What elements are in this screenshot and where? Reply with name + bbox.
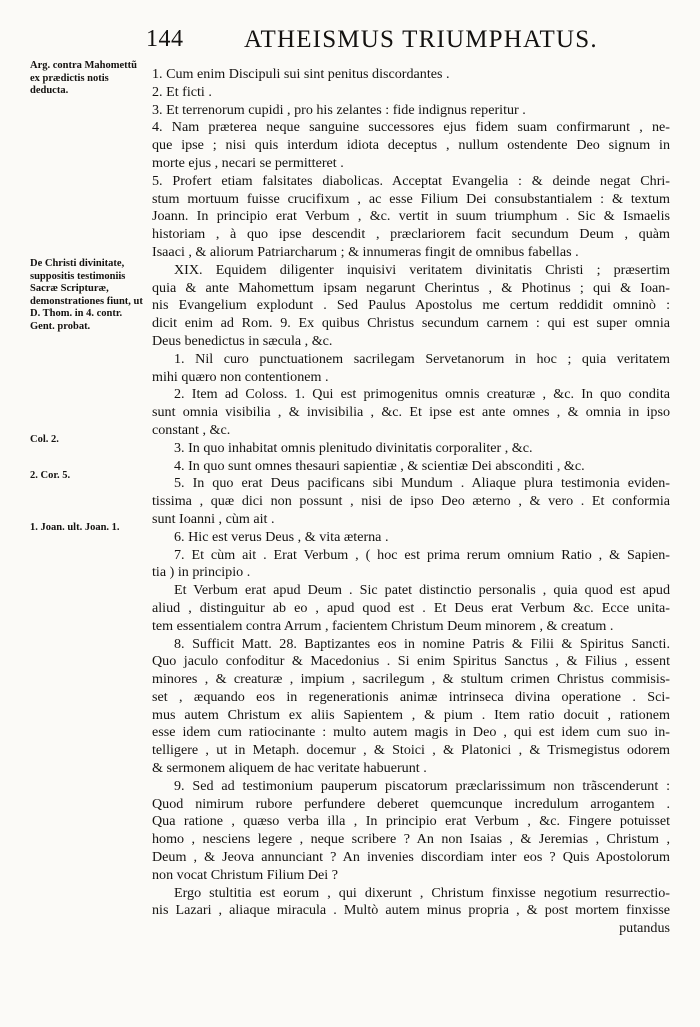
text-line: Ergo stultitia est eorum , qui dixerunt , Christum finxisse negotium resurrectio- xyxy=(174,884,670,901)
text-line: 2. Et ficti . xyxy=(152,83,212,100)
text-line: putandus xyxy=(619,920,670,937)
text-line: 1. Cum enim Discipuli sui sint penitus discordantes . xyxy=(152,66,450,82)
text-line: morte ejus , necari se permitteret . xyxy=(152,154,344,171)
text-line: dicit enim ad Rom. 9. Ex quibus Christus secundum carnem : qui est super omnia xyxy=(152,315,670,332)
text-line: non vocat Christum Filium Dei ? xyxy=(152,866,338,883)
text-line: sunt omnia visibilia , & invisibilia , &c. Et ipse est ante omnes , & omnia in ipso xyxy=(152,404,670,421)
text-line: Quo jaculo confoditur & Macedonius . Si enim Spiritus Sanctus , & Filius , essent xyxy=(152,653,670,670)
margin-note: De Christi divinitate, suppositis testimoniis Sacræ Scripturæ, demonstrationes fiunt, ut D. Thom. in 4. contr. Gent. probat. xyxy=(30,258,143,332)
text-line: constant , &c. xyxy=(152,421,231,438)
main-text xyxy=(152,66,670,938)
text-line: que ipse ; nisi quis interdum idiota deceptus , nullum ostendente Deo signum in xyxy=(152,137,670,154)
text-line: 4. Nam præterea neque sanguine successores ejus fidem suam confirmarunt , ne- xyxy=(152,119,670,136)
margin-note: 2. Cor. 5. xyxy=(30,470,71,481)
text-line: Qua ratione , quæso verba illa , In principio erat Verbum , &c. Fingere potuisset xyxy=(152,813,670,830)
text-line: 1. Nil curo punctuationem sacrilegam Servetanorum in hoc ; quia veritatem xyxy=(174,350,670,367)
text-line: 2. Item ad Coloss. 1. Qui est primogenitus omnis creaturæ , &c. In quo condita xyxy=(174,386,670,403)
running-title: ATHEISMUS TRIUMPHATUS. xyxy=(244,26,598,53)
text-line: 5. In quo erat Deus pacificans sibi Mundum . Aliaque plura testimonia eviden- xyxy=(174,475,670,492)
text-line: Quod nimirum rubore perfundere deberet quemcunque incredulum arrogantem . xyxy=(152,795,670,812)
text-line: mus autem Christum ex aliis Sapientem , & pium . Item ratio docuit , rationem xyxy=(152,706,670,723)
text-line: set , æquando eos in regenerationis animæ intrinseca divina operatione . Sci- xyxy=(152,688,670,705)
page-number: 144 xyxy=(146,26,184,52)
text-line: 4. In quo sunt omnes thesauri sapientiæ , & scientiæ Dei absconditi , &c. xyxy=(174,457,585,474)
text-line: telligere , ut in Metaph. docemur , & Stoici , & Platonici , & Trismegistus odorem xyxy=(152,742,670,759)
text-line: tia ) in principio . xyxy=(152,564,251,581)
margin-note: Arg. contra Mahomettũ ex prædictis notis deducta. xyxy=(30,60,138,96)
text-line: mihi quæro non contentionem . xyxy=(152,368,329,385)
text-line: Et Verbum erat apud Deum . Sic patet distinctio personalis , quia quod est apud xyxy=(174,582,670,599)
text-line: quia & ante Mahomettum ipsam negarunt Cherintus , & Photinus ; qui & Ioan- xyxy=(152,279,670,296)
text-line: 9. Sed ad testimonium pauperum piscatorum præclarissimum non trãscenderunt : xyxy=(174,777,670,794)
text-line: esse idem cum ratiocinante : multo autem magis in Deo , qui est idem cum suo in- xyxy=(152,724,670,741)
text-line: historiam , à quo ipse descendit , præclariorem facit secundum Deum , quàm xyxy=(152,226,670,243)
text-line: Deus benedictus in sæcula , &c. xyxy=(152,332,333,349)
text-line: 3. In quo inhabitat omnis plenitudo divinitatis corporaliter , &c. xyxy=(174,439,533,456)
margin-note: Col. 2. xyxy=(30,434,59,445)
text-line: sunt Ioanni , cùm ait . xyxy=(152,510,275,527)
text-line: 7. Et cùm ait . Erat Verbum , ( hoc est prima rerum omnium Ratio , & Sapien- xyxy=(174,546,670,563)
page-header xyxy=(0,26,700,58)
text-line: Isaaci , & aliorum Patriarcharum ; & innumeras fingit de omnibus fabellas . xyxy=(152,243,579,260)
text-line: tem essentialem contra Arrum , facientem Christum Deum minorem , & creatum . xyxy=(152,617,614,634)
text-line: 6. Hic est verus Deus , & vita æterna . xyxy=(174,528,389,545)
text-line: stum mortuum fuisse crucifixum , ac esse Filium Dei consubstantialem : & textum xyxy=(152,190,670,207)
text-line: nis Evangelium explodunt . Sed Paulus Apostolus me certum reddidit omninò : xyxy=(152,297,670,314)
text-line: XIX. Equidem diligenter inquisivi veritatem divinitatis Christi ; præsertim xyxy=(174,261,670,278)
text-line: & sermonem aliquem de hac veritate habuerunt . xyxy=(152,760,427,777)
text-line: 3. Et terrenorum cupidi , pro his zelantes : fide indignus reperitur . xyxy=(152,101,526,118)
margin-note: 1. Joan. ult. Joan. 1. xyxy=(30,522,120,533)
text-line: tissima , quæ dici non possunt , nisi de ipso Deo æterno , & vero . Et conformia xyxy=(152,493,670,510)
text-line: homo , nesciens legere , neque scribere ? An non Isaias , & Jeremias , Christum , xyxy=(152,831,670,848)
text-line: 5. Profert etiam falsitates diabolicas. Acceptat Evangelia : & deinde negat Chri- xyxy=(152,172,670,189)
text-line: 8. Sufficit Matt. 28. Baptizantes eos in nomine Patris & Filii & Spiritus Sancti. xyxy=(174,635,670,652)
text-line: nis Lazari , aliaque miracula . Multò autem minus propria , & post mortem finxisse xyxy=(152,902,670,919)
text-line: aliud , distinguitur ab eo , apud quod est . Et Deus erat Verbum &c. Ecce unita- xyxy=(152,599,670,616)
text-line: minores , & creaturæ , impium , sacrilegum , & stultum crimen Christus commisis- xyxy=(152,671,670,688)
text-line: Deum , & Jeova annunciant ? An invenies discordiam inter eos ? Quis Apostolorum xyxy=(152,849,670,866)
text-line: Joann. In principio erat Verbum , &c. vertit in suum triumphum . Sic & Ismaelis xyxy=(152,208,670,225)
